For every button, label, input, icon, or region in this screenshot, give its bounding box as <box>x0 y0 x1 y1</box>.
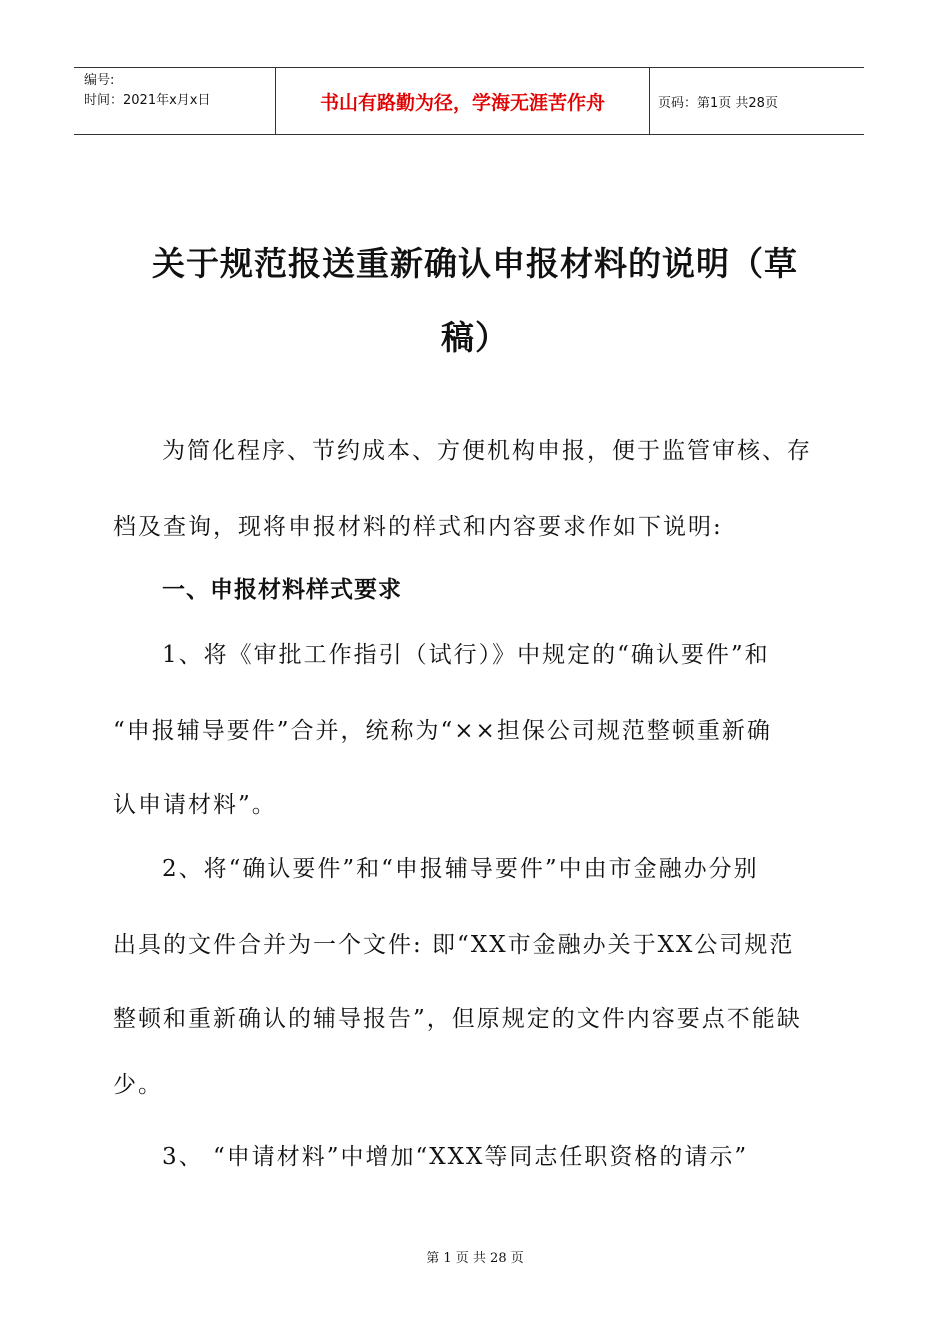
number-label: 编号: <box>84 73 115 88</box>
header-motto: 书山有路勤为径，学海无涯苦作舟 <box>276 68 650 134</box>
paragraph-line: 整顿和重新确认的辅导报告”，但原规定的文件内容要点不能缺 <box>113 1006 802 1032</box>
paragraph-line: 少。 <box>113 1072 163 1098</box>
header-page-info: 页码：第1页 共28页 <box>658 95 778 111</box>
time-label: 时间：2021年x月x日 <box>84 93 211 108</box>
paragraph-line: 1、将《审批工作指引（试行）》中规定的“确认要件”和 <box>162 642 770 668</box>
paragraph-line: 认申请材料”。 <box>113 792 277 818</box>
page-header <box>74 67 864 135</box>
paragraph-line: 档及查询，现将申报材料的样式和内容要求作如下说明: <box>113 514 723 540</box>
doc-title-line-1: 关于规范报送重新确认申报材料的说明（草 <box>152 244 798 283</box>
doc-title-line-2: 稿） <box>441 318 509 357</box>
page-footer: 第 1 页 共 28 页 <box>426 1251 524 1266</box>
paragraph-line: 出具的文件合并为一个文件: 即“XX市金融办关于XX公司规范 <box>113 932 795 958</box>
paragraph-line: 2、将“确认要件”和“申报辅导要件”中由市金融办分别 <box>162 856 759 882</box>
paragraph-line: 3、 “申请材料”中增加“XXX等同志任职资格的请示” <box>162 1144 749 1170</box>
paragraph-line: 为简化程序、节约成本、方便机构申报，便于监管审核、存 <box>162 438 812 464</box>
section-heading: 一、申报材料样式要求 <box>162 577 402 603</box>
header-meta <box>74 68 276 134</box>
paragraph-line: “申报辅导要件”合并，统称为“××担保公司规范整顿重新确 <box>113 718 772 744</box>
